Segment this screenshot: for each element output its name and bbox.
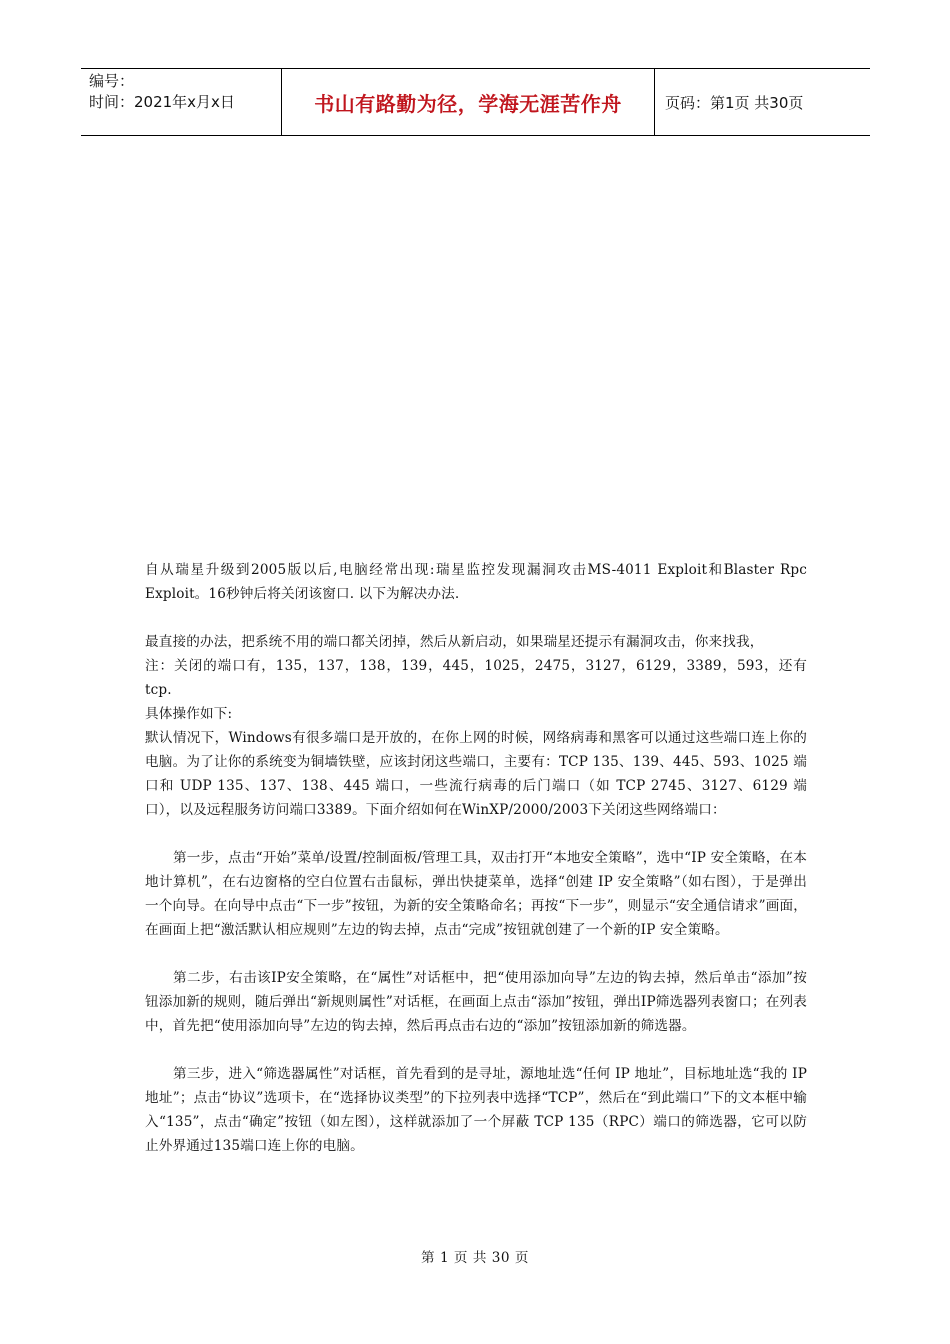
- document-number-label: 编号：: [89, 72, 135, 90]
- document-body: [145, 558, 807, 1158]
- step-one-paragraph: 第一步，点击“开始”菜单/设置/控制面板/管理工具，双击打开“本地安全策略”，选中“IP 安全策略，在本地计算机”，在右边窗格的空白位置右击鼠标，弹出快捷菜单，选择“创建 IP 安全策略”（如右图），于是弹出一个向导。在向导中点击“下一步”按钮，为新的安全策略命名；再按“下一步”，则显示“安全通信请求”画面，在画面上把“激活默认相应规则”左边的钩去掉，点击“完成”按钮就创建了一个新的IP 安全策略。: [145, 850, 807, 938]
- header-motto: 书山有路勤为径，学海无涯苦作舟: [282, 69, 655, 135]
- header-page-number: 页码：第1页 共30页: [665, 93, 804, 112]
- steps-heading: 具体操作如下:: [145, 706, 233, 722]
- default-ports-paragraph: 默认情况下，Windows有很多端口是开放的，在你上网的时候，网络病毒和黑客可以通过这些端口连上你的电脑。为了让你的系统变为铜墙铁壁，应该封闭这些端口，主要有：TCP 135、139、445、593、1025 端口和 UDP 135、137、138、445 端口，一些流行病毒的后门端口（如 TCP 2745、3127、6129 端口），以及远程服务访问端口3389。下面介绍如何在WinXP/2000/2003下关闭这些网络端口：: [145, 730, 807, 818]
- document-date-label: 时间：2021年x月x日: [89, 93, 235, 111]
- intro-paragraph: 自从瑞星升级到2005版以后,电脑经常出现:瑞星监控发现漏洞攻击MS-4011 Exploit和Blaster Rpc Exploit。16秒钟后将关闭该窗口. 以下为解决办法.: [145, 562, 807, 602]
- page-header: [81, 68, 870, 136]
- step-three-paragraph: 第三步，进入“筛选器属性”对话框，首先看到的是寻址，源地址选“任何 IP 地址”，目标地址选“我的 IP 地址”；点击“协议”选项卡，在“选择协议类型”的下拉列表中选择“TCP”，然后在“到此端口”下的文本框中输入“135”，点击“确定”按钮（如左图），这样就添加了一个屏蔽 TCP 135（RPC）端口的筛选器，它可以防止外界通过135端口连上你的电脑。: [145, 1066, 807, 1154]
- solution-paragraph: 最直接的办法，把系统不用的端口都关闭掉，然后从新启动，如果瑞星还提示有漏洞攻击，你来找我，: [145, 634, 764, 650]
- ports-note: 注：关闭的端口有，135，137，138，139，445，1025，2475，3127，6129，3389，593，还有tcp.: [145, 658, 807, 698]
- header-meta: [81, 69, 282, 135]
- page-footer: 第 1 页 共 30 页: [421, 1250, 529, 1266]
- step-two-paragraph: 第二步，右击该IP安全策略，在“属性”对话框中，把“使用添加向导”左边的钩去掉，然后单击“添加”按钮添加新的规则，随后弹出“新规则属性”对话框，在画面上点击“添加”按钮，弹出IP筛选器列表窗口；在列表中，首先把“使用添加向导”左边的钩去掉，然后再点击右边的“添加”按钮添加新的筛选器。: [145, 970, 807, 1034]
